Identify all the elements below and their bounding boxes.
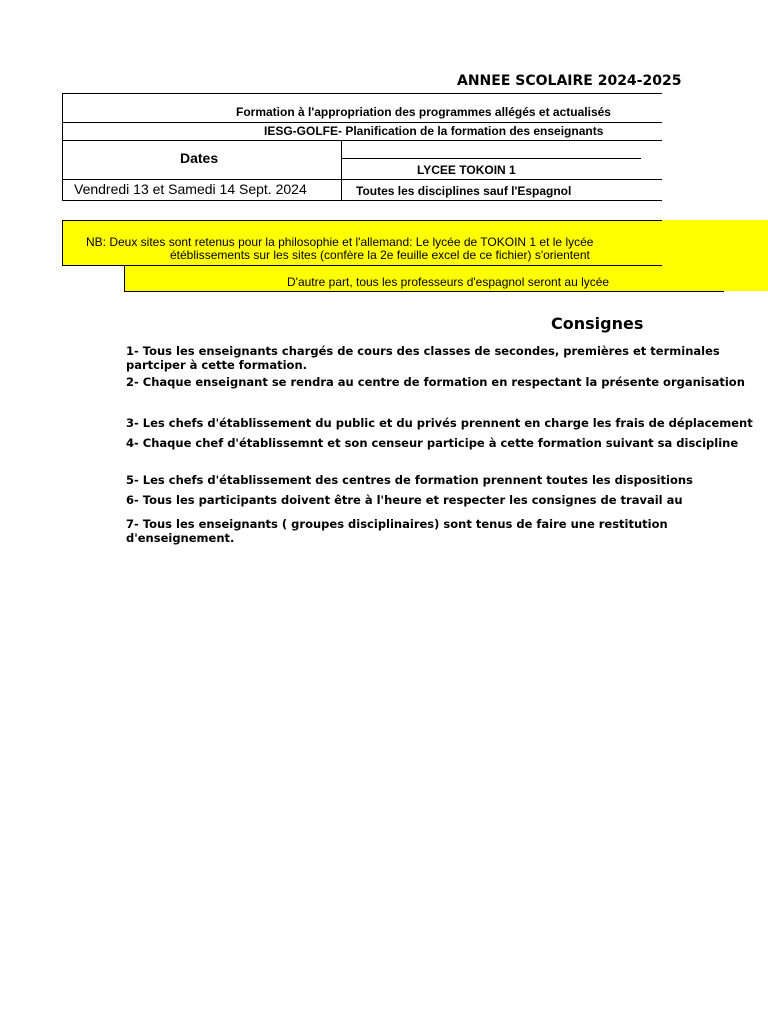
- disciplines-value: Toutes les disciplines sauf l'Espagnol: [356, 184, 572, 198]
- nb-line3: D'autre part, tous les professeurs d'espagnol seront au lycée: [287, 275, 610, 289]
- table-border-row1: [62, 122, 662, 123]
- dates-label: Dates: [180, 150, 219, 166]
- consigne-2: 2- Chaque enseignant se rendra au centre de formation en respectant la présente organisation: [126, 375, 745, 389]
- header-row2: IESG-GOLFE- Planification de la formation des enseignants: [264, 124, 604, 138]
- consigne-1: 1- Tous les enseignants chargés de cours des classes de secondes, premières et terminales: [126, 344, 720, 358]
- header-row1: Formation à l'appropriation des programmes allégés et actualisés: [236, 105, 611, 119]
- table-border-left: [62, 93, 63, 201]
- nb-line2: étéblissements sur les sites (confère la 2e feuille excel de ce fichier) s'orientent: [170, 248, 590, 262]
- consigne-7: 7- Tous les enseignants ( groupes disciplinaires) sont tenus de faire une restitution: [126, 517, 668, 531]
- table-border-mid: [341, 140, 342, 201]
- consigne-3: 3- Les chefs d'établissement du public et du privés prennent en charge les frais de déplacement: [126, 416, 753, 430]
- nb-border-bottom: [124, 291, 724, 292]
- table-border-top: [62, 93, 662, 94]
- page-title: ANNEE SCOLAIRE 2024-2025: [457, 73, 682, 89]
- nb-border-mid: [62, 265, 662, 266]
- table-border-row2: [62, 140, 662, 141]
- consigne-7-cont: d'enseignement.: [126, 531, 235, 545]
- nb-border-top: [62, 220, 662, 221]
- consigne-5: 5- Les chefs d'établissement des centres de formation prennent toutes les dispositions: [126, 473, 693, 487]
- consignes-title: Consignes: [551, 314, 644, 333]
- table-border-bottom: [62, 200, 662, 201]
- date-value: Vendredi 13 et Samedi 14 Sept. 2024: [74, 181, 307, 197]
- consigne-6: 6- Tous les participants doivent être à l'heure et respecter les consignes de travail au: [126, 493, 683, 507]
- nb-border-left2: [124, 265, 125, 292]
- nb-border-left: [62, 220, 63, 266]
- consigne-1-cont: partciper à cette formation.: [126, 358, 308, 372]
- consigne-4: 4- Chaque chef d'établissemnt et son censeur participe à cette formation suivant sa discipline: [126, 436, 739, 450]
- nb-line1: NB: Deux sites sont retenus pour la philosophie et l'allemand: Le lycée de TOKOIN 1 et le lycée: [86, 235, 594, 249]
- table-border-row3: [341, 158, 641, 159]
- site-label: LYCEE TOKOIN 1: [417, 163, 516, 177]
- table-border-row4: [62, 179, 662, 180]
